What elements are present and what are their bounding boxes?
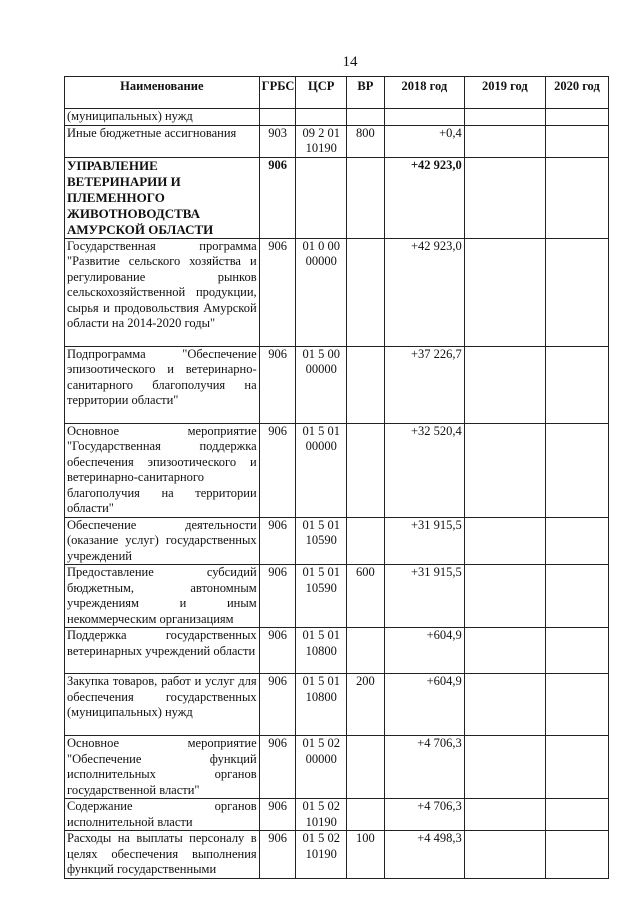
table-row [65, 799, 609, 831]
row-csr-cell: 01 5 02 10190 [296, 831, 347, 879]
table-row [65, 565, 609, 628]
row-grbs-cell: 906 [259, 238, 296, 346]
row-name-cell: Основное мероприятие "Государственная поддержка обеспечения эпизоотического и ветеринарно-санитарного благополучия на территории области" [65, 423, 260, 517]
row-2020-cell [545, 799, 608, 831]
row-name-cell: Расходы на выплаты персоналу в целях обеспечения выполнения функций государственными [65, 831, 260, 879]
row-vr-cell: 600 [346, 565, 384, 628]
row-name-cell: Основное мероприятие "Обеспечение функций исполнительных органов государственной власти" [65, 736, 260, 799]
row-vr-cell [346, 517, 384, 565]
row-grbs-cell: 906 [259, 799, 296, 831]
row-2020-cell [545, 423, 608, 517]
row-vr-cell: 100 [346, 831, 384, 879]
header-csr: ЦСР [296, 77, 347, 109]
page-number: 14 [342, 54, 358, 70]
row-csr-cell: 01 5 02 00000 [296, 736, 347, 799]
row-name-cell: Поддержка государственных ветеринарных учреждений области [65, 628, 260, 674]
row-2019-cell [464, 125, 545, 157]
row-csr-cell: 01 5 01 10590 [296, 565, 347, 628]
table-row [65, 238, 609, 346]
row-vr-cell [346, 423, 384, 517]
table-row [65, 674, 609, 736]
row-2020-cell [545, 109, 608, 126]
row-vr-cell [346, 799, 384, 831]
row-csr-cell [296, 109, 347, 126]
row-2018-cell: +31 915,5 [384, 565, 464, 628]
row-grbs-cell: 906 [259, 517, 296, 565]
table-row [65, 346, 609, 423]
row-2018-cell [384, 109, 464, 126]
row-2019-cell [464, 517, 545, 565]
header-2020: 2020 год [545, 77, 608, 109]
row-name-cell: (муниципальных) нужд [65, 109, 260, 126]
row-name-cell: Содержание органов исполнительной власти [65, 799, 260, 831]
row-vr-cell [346, 238, 384, 346]
header-vr: ВР [346, 77, 384, 109]
row-vr-cell: 800 [346, 125, 384, 157]
row-grbs-cell: 906 [259, 157, 296, 238]
row-2020-cell [545, 565, 608, 628]
row-2020-cell [545, 238, 608, 346]
row-2018-cell: +4 706,3 [384, 799, 464, 831]
row-2019-cell [464, 109, 545, 126]
header-name: Наименование [65, 77, 260, 109]
row-2019-cell [464, 238, 545, 346]
row-vr-cell: 200 [346, 674, 384, 736]
row-csr-cell: 01 5 01 10590 [296, 517, 347, 565]
row-grbs-cell: 906 [259, 423, 296, 517]
row-vr-cell [346, 628, 384, 674]
row-grbs-cell: 906 [259, 736, 296, 799]
row-2019-cell [464, 346, 545, 423]
table-row [65, 109, 609, 126]
row-2018-cell: +604,9 [384, 674, 464, 736]
row-grbs-cell: 906 [259, 628, 296, 674]
row-csr-cell: 01 5 00 00000 [296, 346, 347, 423]
row-vr-cell [346, 346, 384, 423]
row-2018-cell: +0,4 [384, 125, 464, 157]
table-row [65, 125, 609, 157]
row-2020-cell [545, 628, 608, 674]
budget-table [64, 76, 609, 879]
row-csr-cell: 01 5 02 10190 [296, 799, 347, 831]
row-2018-cell: +4 706,3 [384, 736, 464, 799]
row-2019-cell [464, 423, 545, 517]
row-grbs-cell: 906 [259, 346, 296, 423]
row-csr-cell: 09 2 01 10190 [296, 125, 347, 157]
row-2018-cell: +32 520,4 [384, 423, 464, 517]
row-2018-cell: +31 915,5 [384, 517, 464, 565]
row-2020-cell [545, 831, 608, 879]
header-2018: 2018 год [384, 77, 464, 109]
row-2018-cell: +42 923,0 [384, 157, 464, 238]
row-grbs-cell: 906 [259, 674, 296, 736]
row-2019-cell [464, 628, 545, 674]
row-2018-cell: +4 498,3 [384, 831, 464, 879]
row-vr-cell [346, 736, 384, 799]
row-name-cell: УПРАВЛЕНИЕ ВЕТЕРИНАРИИ И ПЛЕМЕННОГО ЖИВОТНОВОДСТВА АМУРСКОЙ ОБЛАСТИ [65, 157, 260, 238]
row-vr-cell [346, 109, 384, 126]
row-2020-cell [545, 736, 608, 799]
row-2019-cell [464, 157, 545, 238]
row-2020-cell [545, 674, 608, 736]
row-2020-cell [545, 125, 608, 157]
row-csr-cell: 01 5 01 10800 [296, 628, 347, 674]
table-row [65, 736, 609, 799]
row-2018-cell: +37 226,7 [384, 346, 464, 423]
row-2019-cell [464, 565, 545, 628]
row-grbs-cell: 903 [259, 125, 296, 157]
row-2019-cell [464, 674, 545, 736]
row-csr-cell: 01 0 00 00000 [296, 238, 347, 346]
table-body [65, 109, 609, 879]
row-csr-cell: 01 5 01 00000 [296, 423, 347, 517]
row-name-cell: Подпрограмма "Обеспечение эпизоотического и ветеринарно-санитарного благополучия на территории области" [65, 346, 260, 423]
header-grbs: ГРБС [259, 77, 296, 109]
row-2019-cell [464, 799, 545, 831]
table-header-row [65, 77, 609, 109]
row-grbs-cell: 906 [259, 565, 296, 628]
header-2019: 2019 год [464, 77, 545, 109]
table-row [65, 628, 609, 674]
row-2020-cell [545, 157, 608, 238]
row-name-cell: Закупка товаров, работ и услуг для обеспечения государственных (муниципальных) нужд [65, 674, 260, 736]
row-2018-cell: +604,9 [384, 628, 464, 674]
row-name-cell: Иные бюджетные ассигнования [65, 125, 260, 157]
row-grbs-cell [259, 109, 296, 126]
row-grbs-cell: 906 [259, 831, 296, 879]
row-name-cell: Обеспечение деятельности (оказание услуг) государственных учреждений [65, 517, 260, 565]
row-name-cell: Предоставление субсидий бюджетным, автономным учреждениям и иным некоммерческим организациям [65, 565, 260, 628]
table-row [65, 157, 609, 238]
row-2018-cell: +42 923,0 [384, 238, 464, 346]
table-row [65, 517, 609, 565]
table-row [65, 423, 609, 517]
table-row [65, 831, 609, 879]
row-csr-cell: 01 5 01 10800 [296, 674, 347, 736]
row-2019-cell [464, 831, 545, 879]
row-2020-cell [545, 517, 608, 565]
row-vr-cell [346, 157, 384, 238]
row-name-cell: Государственная программа "Развитие сельского хозяйства и регулирование рынков сельскохозяйственной продукции, сырья и продовольствия Амурской области на 2014-2020 годы" [65, 238, 260, 346]
row-csr-cell [296, 157, 347, 238]
row-2019-cell [464, 736, 545, 799]
row-2020-cell [545, 346, 608, 423]
